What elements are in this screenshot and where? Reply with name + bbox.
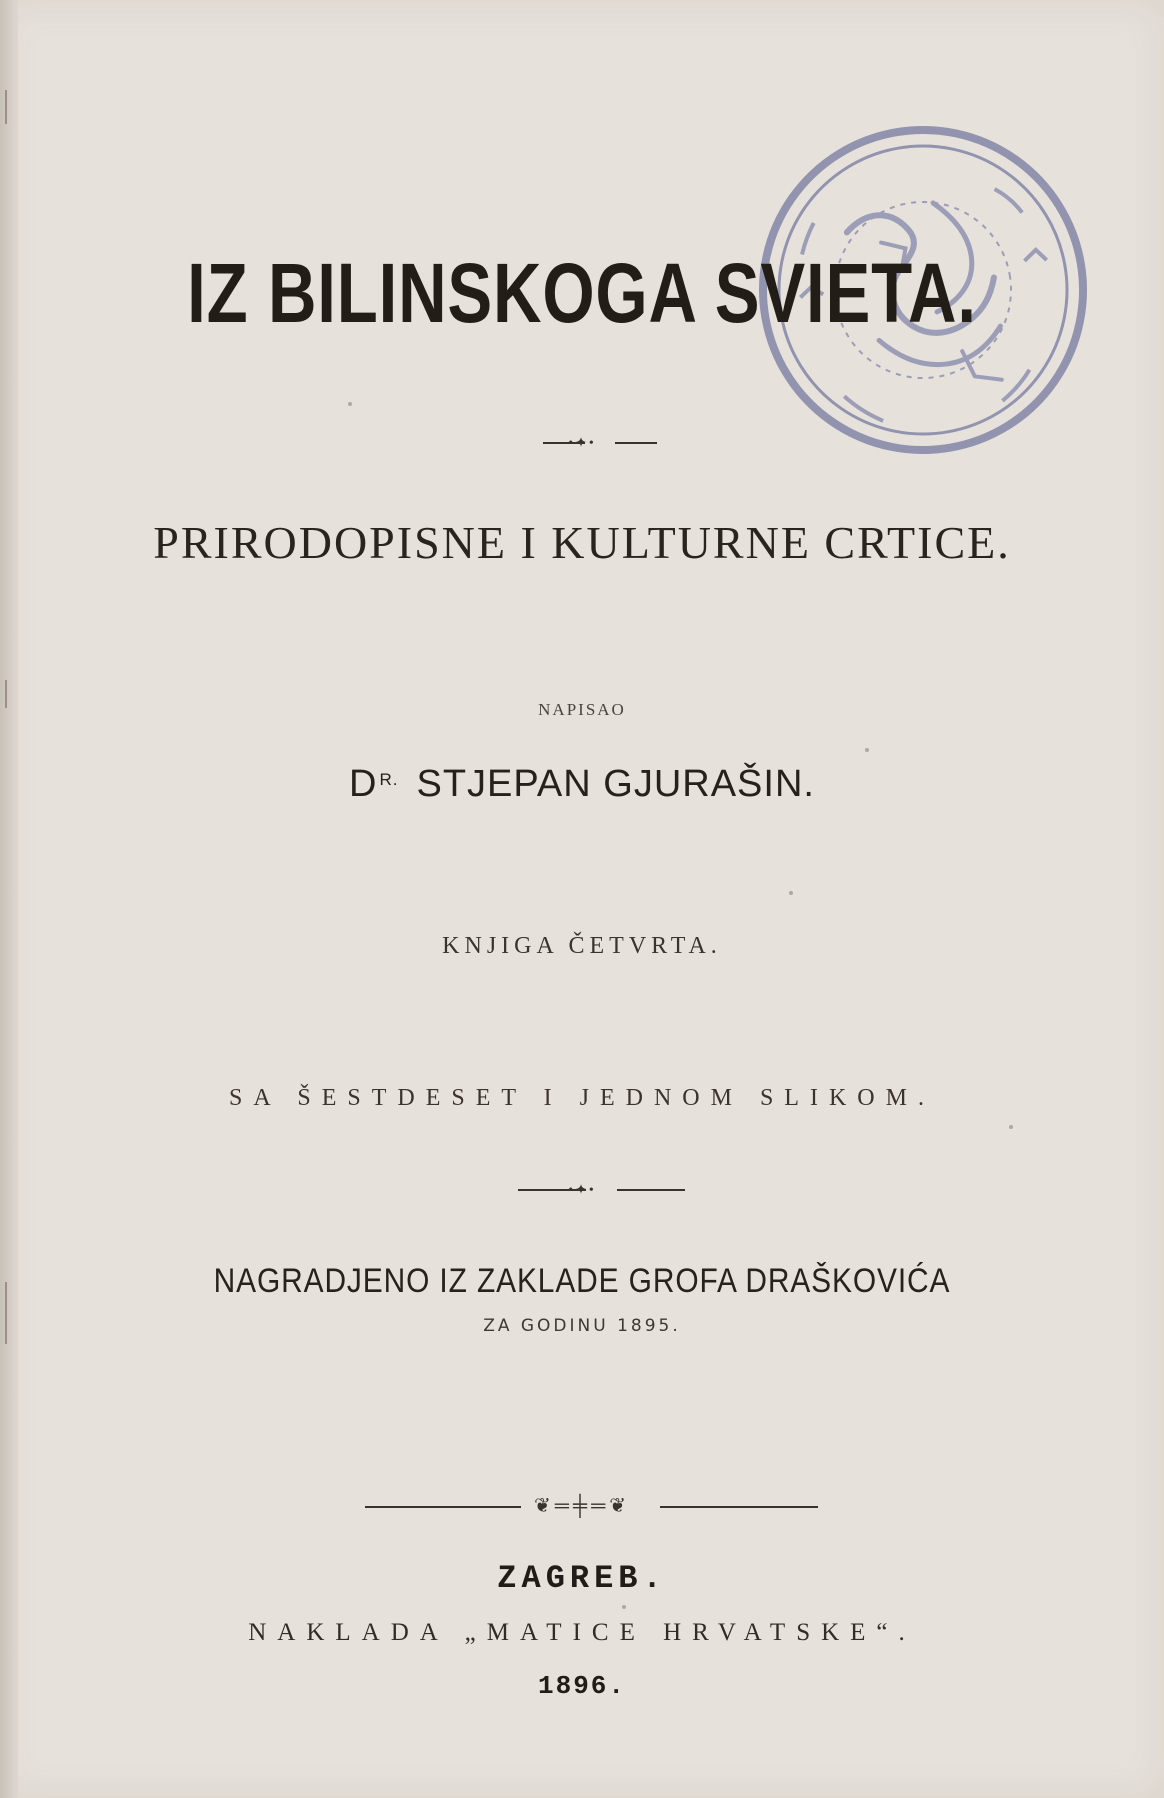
book-title: IZ BILINSKOGA SVIETA. <box>187 246 977 340</box>
divider-ornament: •✦• <box>568 436 596 451</box>
award-text: NAGRADJENO IZ ZAKLADE GROFA DRAŠKOVIĆA <box>213 1262 951 1300</box>
author-title-main: D <box>349 763 378 805</box>
publisher: NAKLADA „MATICE HRVATSKE“. <box>248 1619 916 1646</box>
ornamental-line-right <box>660 1506 818 1508</box>
paper-speck <box>865 748 869 752</box>
ornamental-divider <box>0 1492 1164 1522</box>
small-divider <box>0 433 1164 453</box>
book-number: KNJIGA ČETVRTA. <box>442 933 722 959</box>
paper-speck <box>789 891 793 895</box>
publication-city: ZAGREB. <box>497 1560 667 1597</box>
divider-ornament: •✦• <box>568 1183 596 1198</box>
author-title-sup: R. <box>379 770 399 789</box>
paper-speck <box>622 1605 626 1609</box>
ornamental-center: ❦═╪═❦ <box>533 1495 631 1517</box>
author-intro: NAPISAO <box>538 700 626 719</box>
middle-divider <box>0 1180 1164 1200</box>
divider-line-right <box>615 442 657 444</box>
ornamental-line-left <box>365 1506 521 1508</box>
author-line <box>0 763 1164 806</box>
paper-speck <box>348 402 352 406</box>
page-left-edge <box>0 0 18 1798</box>
book-subtitle: PRIRODOPISNE I KULTURNE CRTICE. <box>153 517 1011 568</box>
author-name: STJEPAN GJURAŠIN. <box>416 763 815 805</box>
illustration-note: SA ŠESTDESET I JEDNOM SLIKOM. <box>229 1085 935 1111</box>
publication-year: 1896. <box>537 1671 626 1701</box>
edge-mark <box>5 90 7 124</box>
divider-line-right <box>617 1189 685 1191</box>
author-title <box>349 763 398 806</box>
award-year: ZA GODINU 1895. <box>483 1316 681 1336</box>
paper-speck <box>1009 1125 1013 1129</box>
